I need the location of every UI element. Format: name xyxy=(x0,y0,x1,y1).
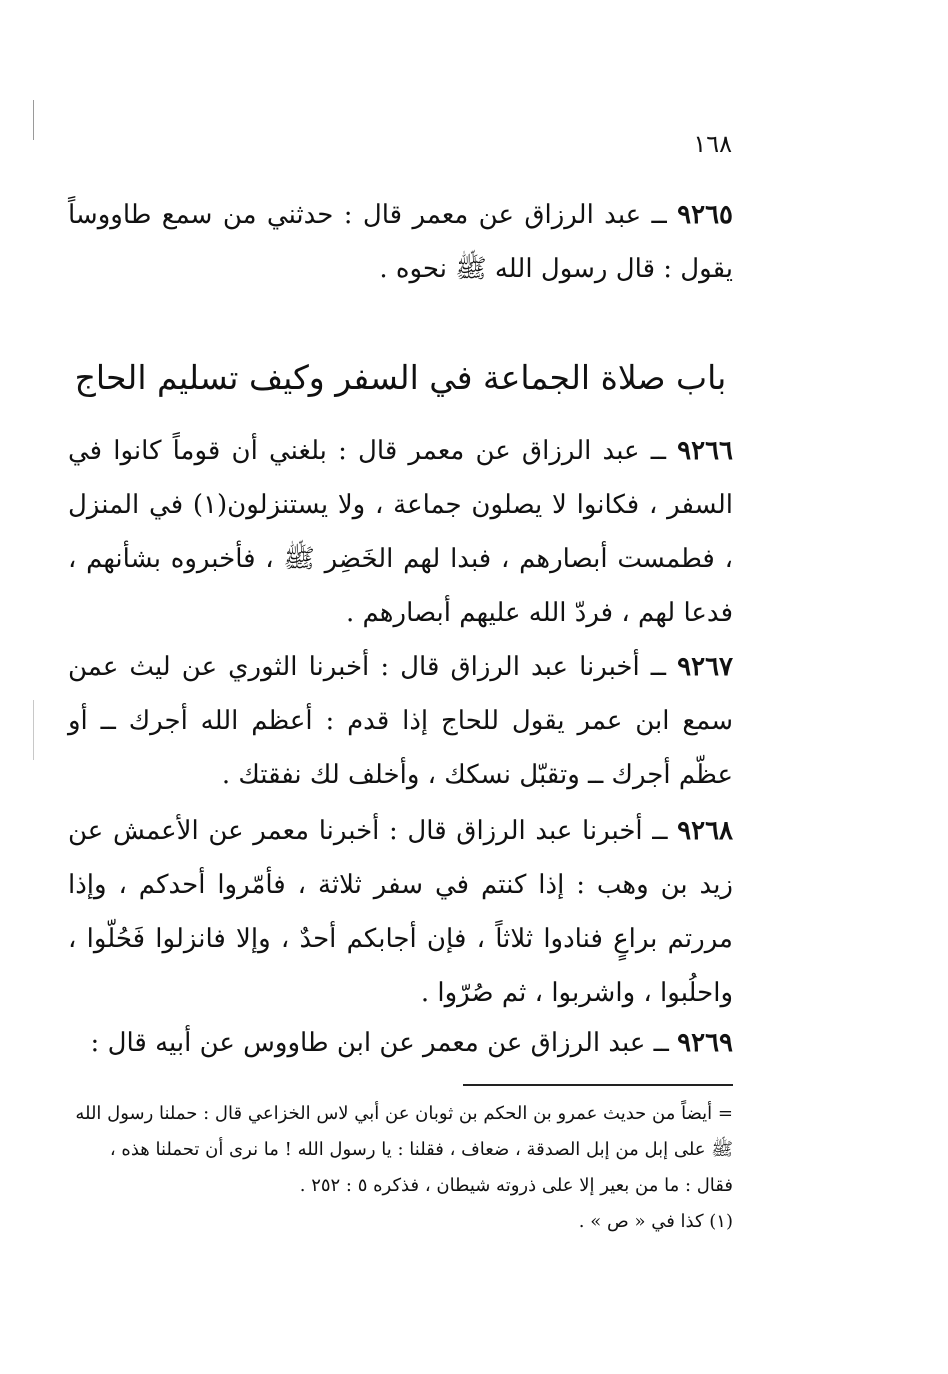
hadith-number: ٩٢٦٥ xyxy=(677,200,733,230)
hadith-9267 xyxy=(68,640,733,802)
hadith-9268 xyxy=(68,804,733,1020)
hadith-number: ٩٢٦٩ xyxy=(677,1028,733,1058)
footnotes xyxy=(68,1096,733,1240)
hadith-number: ٩٢٦٦ xyxy=(677,436,733,466)
hadith-text: ــ أخبرنا عبد الرزاق قال : أخبرنا الثوري عن ليث عمن سمع ابن عمر يقول للحاج إذا قدم : أعظم الله أجرك ــ أو عظّم أجرك ــ وتقبّل نسكك ، وأخلف لك نفقتك . xyxy=(68,652,733,790)
footnote-1: (١) كذا في « ص » . xyxy=(578,1211,733,1232)
hadith-9265 xyxy=(68,188,733,296)
hadith-number: ٩٢٦٧ xyxy=(677,652,733,682)
margin-rule xyxy=(33,700,34,760)
hadith-number: ٩٢٦٨ xyxy=(677,816,733,846)
page-number: ١٦٨ xyxy=(693,130,732,158)
footnote-separator xyxy=(463,1084,733,1086)
hadith-9266 xyxy=(68,424,733,640)
hadith-text: ــ أخبرنا عبد الرزاق قال : أخبرنا معمر عن الأعمش عن زيد بن وهب : إذا كنتم في سفر ثلاثة ، فأمّروا أحدكم ، وإذا مررتم براعٍ فنادوا ثلاثاً ، فإن أجابكم أحدٌ ، وإلا فانزلوا فَحُلّوا ، واحلُبوا ، واشربوا ، ثم صُرّوا . xyxy=(68,816,733,1008)
hadith-text: ــ عبد الرزاق عن معمر قال : حدثني من سمع طاووساً يقول : قال رسول الله ﷺ نحوه . xyxy=(68,200,733,284)
footnote-line: فقال : ما من بعير إلا على ذروته شيطان ، فذكره ٥ : ٢٥٢ . xyxy=(299,1175,733,1196)
hadith-9269 xyxy=(68,1016,733,1070)
footnote-line: = أيضاً من حديث عمرو بن الحكم بن ثوبان عن أبي لاس الخزاعي قال : حملنا رسول الله xyxy=(75,1103,733,1124)
hadith-text: ــ عبد الرزاق عن معمر قال : بلغني أن قوماً كانوا في السفر ، فكانوا لا يصلون جماعة ، ولا يستنزلون(١) في المنزل ، فطمست أبصارهم ، فبدا لهم الخَضِر ﷺ ، فأخبروه بشأنهم ، فدعا لهم ، فردّ الله عليهم أبصارهم . xyxy=(68,436,733,628)
margin-rule xyxy=(33,100,34,140)
chapter-title: باب صلاة الجماعة في السفر وكيف تسليم الحاج xyxy=(74,358,727,397)
hadith-text: ــ عبد الرزاق عن معمر عن ابن طاووس عن أبيه قال : xyxy=(90,1028,678,1058)
footnote-line: ﷺ على إبل من إبل الصدقة ، ضعاف ، فقلنا : يا رسول الله ! ما نرى أن تحملنا هذه ، xyxy=(109,1139,733,1160)
